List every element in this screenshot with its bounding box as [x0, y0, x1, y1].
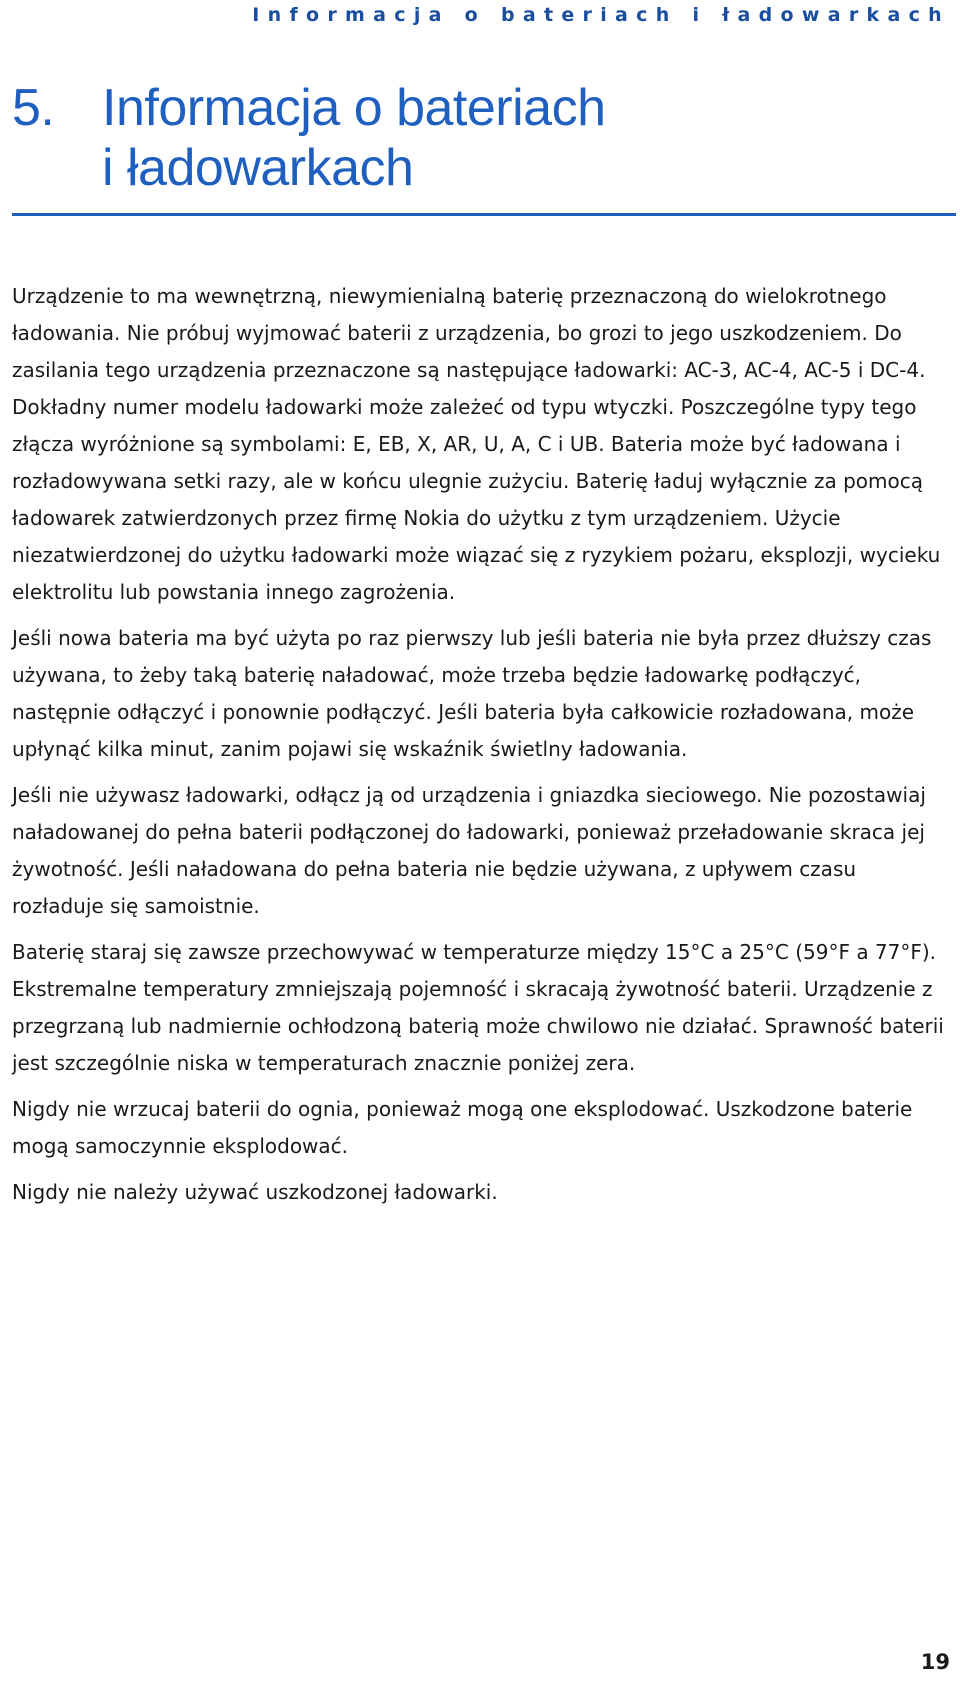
paragraph: Baterię staraj się zawsze przechowywać w temperaturze między 15°C a 25°C (59°F a 77°F). Ekstremalne temperatury zmniejszają pojemność i skracają żywotność baterii. Urządzenie z przegrzaną lub nadmiernie ochłodzoną baterią może chwilowo nie działać. Sprawność baterii jest szczególnie niska w temperaturach znacznie poniżej zera. [12, 940, 944, 1075]
paragraph: Nigdy nie należy używać uszkodzonej ładowarki. [12, 1180, 498, 1204]
chapter-number: 5. [12, 79, 55, 137]
chapter-title-line1: Informacja o bateriach [102, 79, 606, 137]
paragraph: Nigdy nie wrzucaj baterii do ognia, ponieważ mogą one eksplodować. Uszkodzone baterie mogą samoczynnie eksplodować. [12, 1097, 913, 1158]
body-text [12, 278, 952, 1220]
paragraph: Jeśli nie używasz ładowarki, odłącz ją od urządzenia i gniazdka sieciowego. Nie pozostawiaj naładowanej do pełna baterii podłączonej do ładowarki, ponieważ przeładowanie skraca jej żywotność. Jeśli naładowana do pełna bateria nie będzie używana, z upływem czasu rozładuje się samoistnie. [12, 783, 926, 918]
page-number: 19 [920, 1650, 950, 1674]
paragraph: Jeśli nowa bateria ma być użyta po raz pierwszy lub jeśli bateria nie była przez dłuższy czas używana, to żeby taką baterię naładować, może trzeba będzie ładowarkę podłączyć, następnie odłączyć i ponownie podłączyć. Jeśli bateria była całkowicie rozładowana, może upłynąć kilka minut, zanim pojawi się wskaźnik świetlny ładowania. [12, 626, 932, 761]
title-divider [12, 213, 956, 216]
paragraph: Urządzenie to ma wewnętrzną, niewymienialną baterię przeznaczoną do wielokrotnego ładowania. Nie próbuj wyjmować baterii z urządzenia, bo grozi to jego uszkodzeniem. Do zasilania tego urządzenia przeznaczone są następujące ładowarki: AC-3, AC-4, AC-5 i DC-4. Dokładny numer modelu ładowarki może zależeć od typu wtyczki. Poszczególne typy tego złącza wyróżnione są symbolami: E, EB, X, AR, U, A, C i UB. Bateria może być ładowana i rozładowywana setki razy, ale w końcu ulegnie zużyciu. Baterię ładuj wyłącznie za pomocą ładowarek zatwierdzonych przez firmę Nokia do użytku z tym urządzeniem. Użycie niezatwierdzonej do użytku ładowarki może wiązać się z ryzykiem pożaru, eksplozji, wycieku elektrolitu lub powstania innego zagrożenia. [12, 284, 941, 604]
running-header: Informacja o bateriach i ładowarkach [252, 4, 950, 26]
chapter-title-line2: i ładowarkach [102, 139, 414, 197]
chapter-title [12, 78, 912, 198]
